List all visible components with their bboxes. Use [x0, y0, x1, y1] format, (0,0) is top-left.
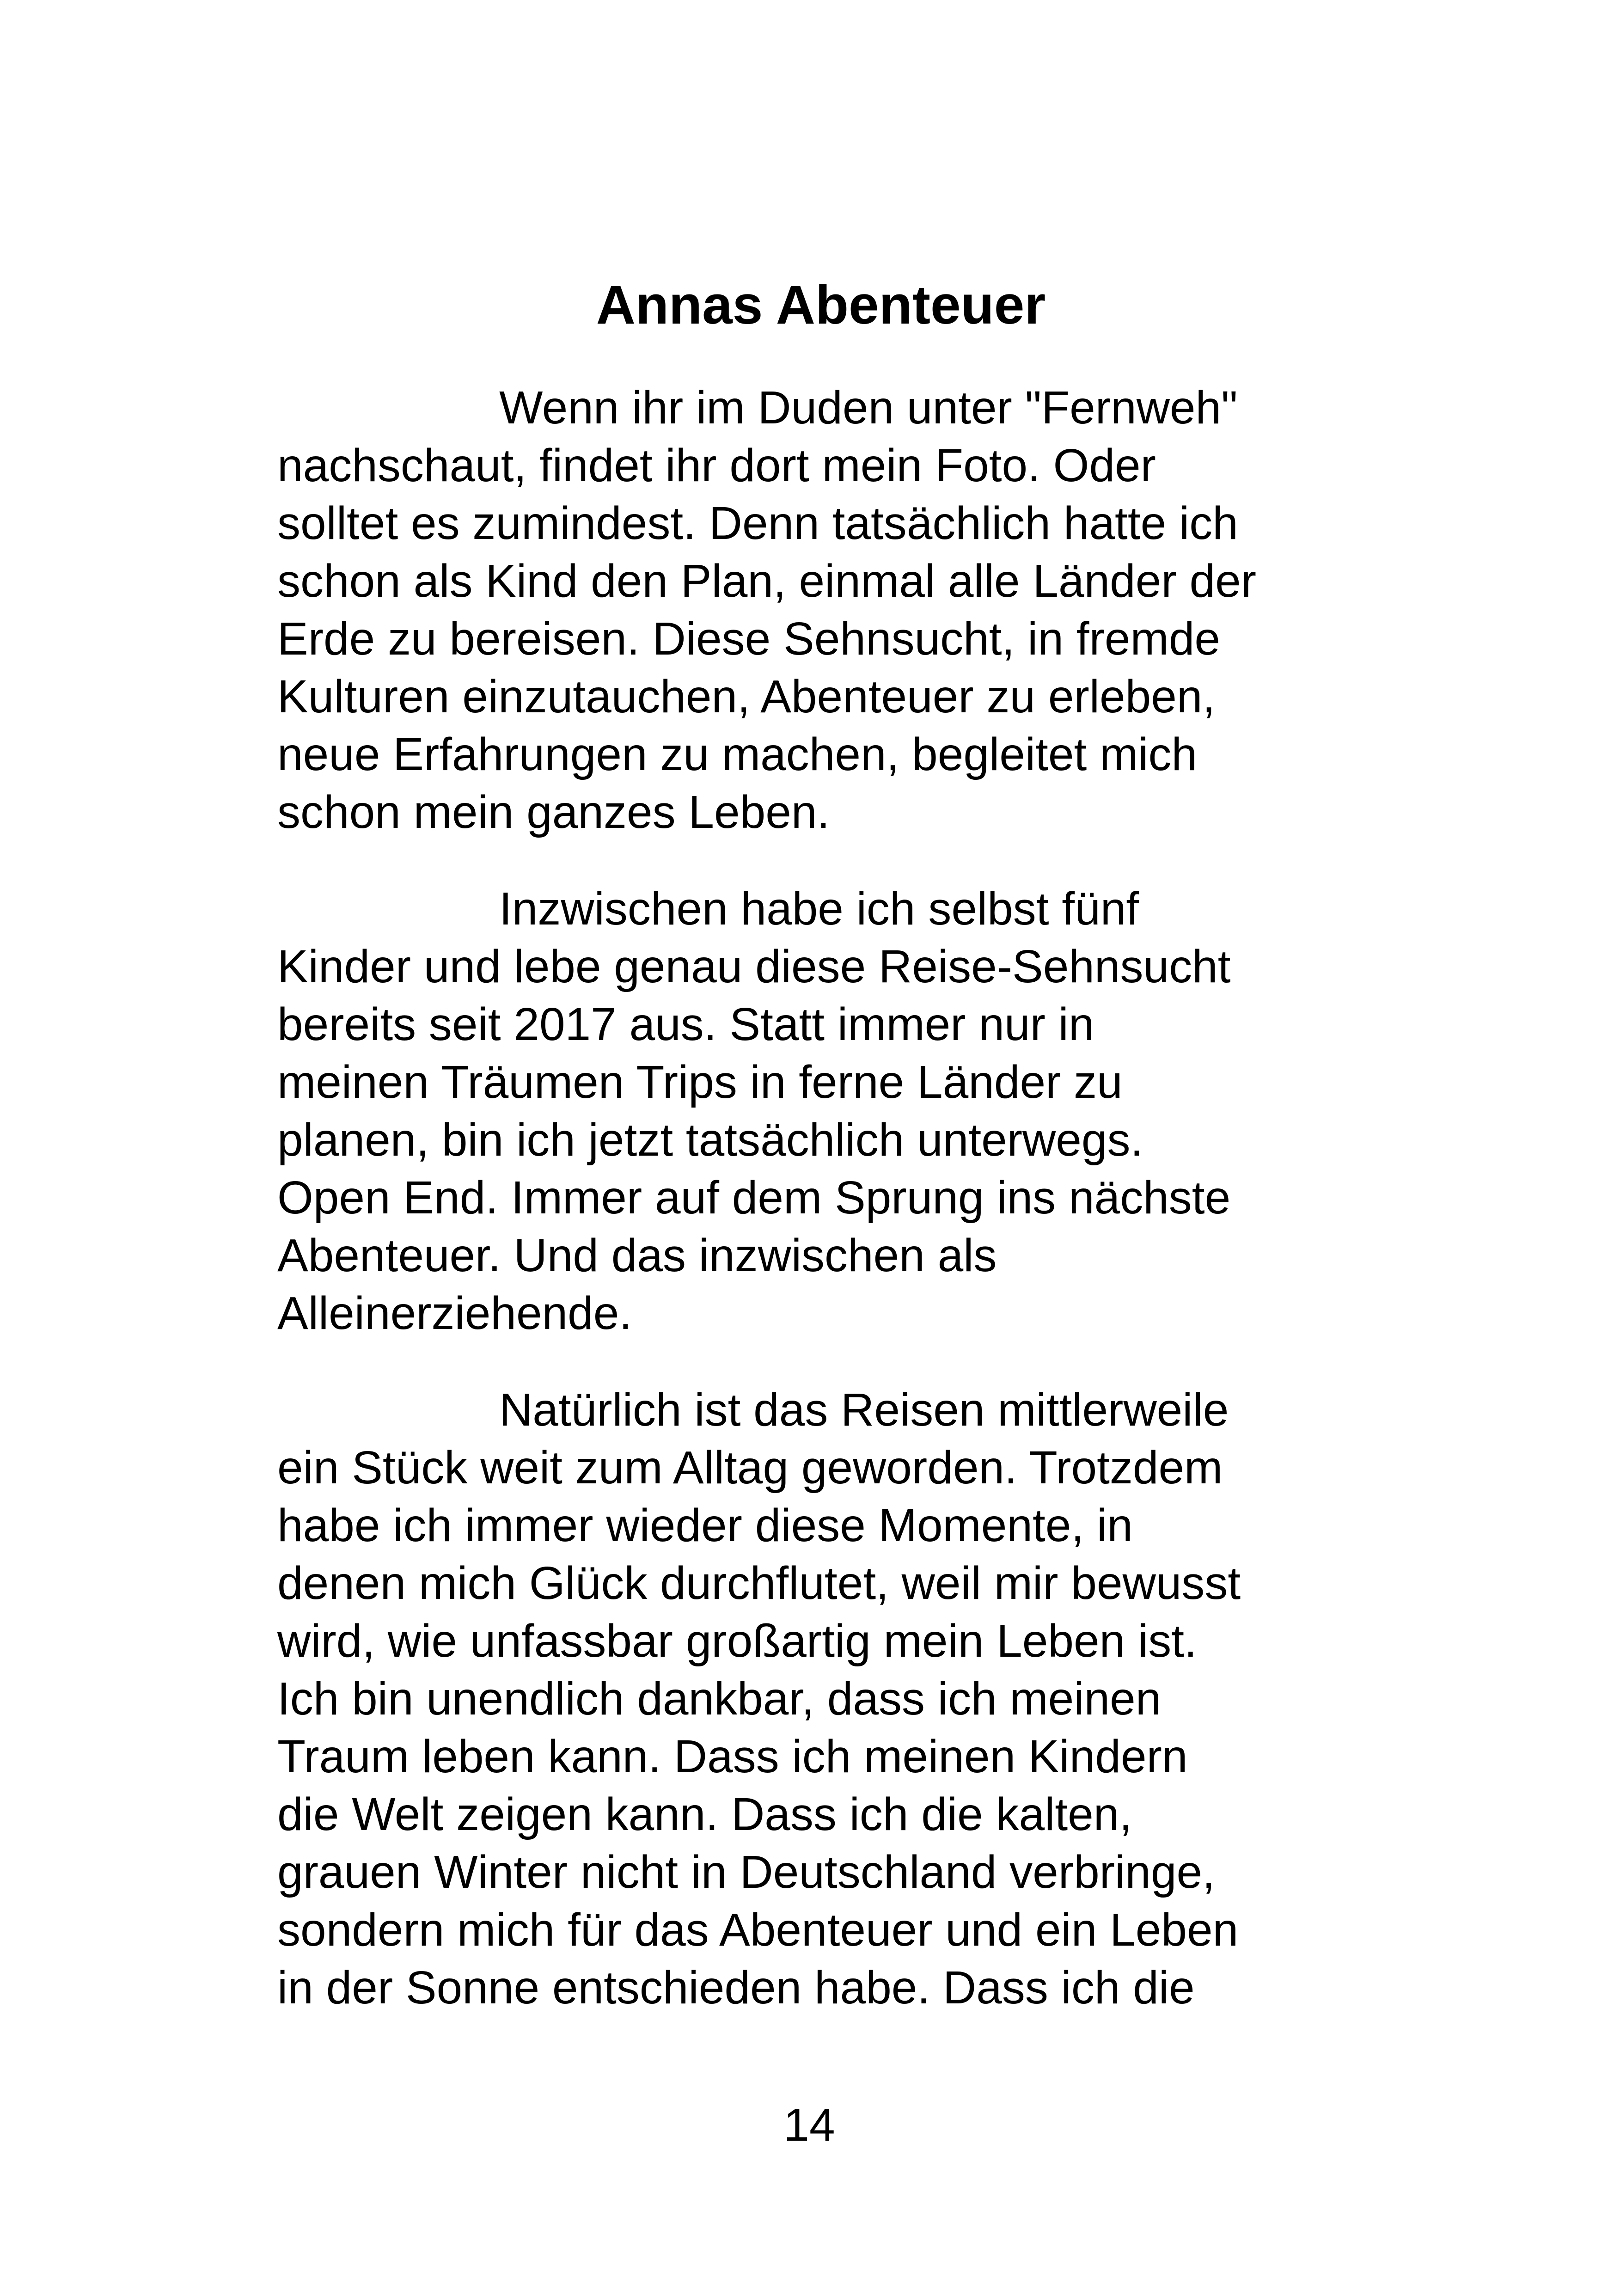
paragraph-2 — [277, 880, 1414, 1342]
text-line: grauen Winter nicht in Deutschland verbringe, — [277, 1846, 1215, 1898]
text-line: schon als Kind den Plan, einmal alle Länder der — [277, 555, 1257, 607]
text-line: denen mich Glück durchflutet, weil mir bewusst — [277, 1557, 1241, 1609]
text-line: Wenn ihr im Duden unter "Fernweh" — [499, 382, 1238, 434]
text-line: bereits seit 2017 aus. Statt immer nur in — [277, 998, 1094, 1050]
text-line: Inzwischen habe ich selbst fünf — [499, 883, 1139, 935]
text-line: sondern mich für das Abenteuer und ein Leben — [277, 1904, 1239, 1956]
chapter-title: Annas Abenteuer — [596, 275, 1046, 336]
text-line: in der Sonne entschieden habe. Dass ich die — [277, 1962, 1195, 2014]
text-line: Abenteuer. Und das inzwischen als — [277, 1230, 997, 1281]
text-line: Kinder und lebe genau diese Reise-Sehnsucht — [277, 941, 1231, 992]
text-line: solltet es zumindest. Denn tatsächlich hatte ich — [277, 497, 1238, 549]
text-line: habe ich immer wieder diese Momente, in — [277, 1500, 1133, 1551]
page-number: 14 — [783, 2099, 835, 2151]
text-line: Natürlich ist das Reisen mittlerweile — [499, 1384, 1229, 1436]
text-line: die Welt zeigen kann. Dass ich die kalten, — [277, 1788, 1132, 1840]
text-line: Ich bin unendlich dankbar, dass ich meinen — [277, 1673, 1162, 1725]
text-line: ein Stück weit zum Alltag geworden. Trotzdem — [277, 1442, 1223, 1494]
paragraph-3 — [277, 1381, 1414, 2017]
text-line: Kulturen einzutauchen, Abenteuer zu erleben, — [277, 671, 1216, 722]
text-line: Alleinerziehende. — [277, 1287, 632, 1339]
text-line: nachschaut, findet ihr dort mein Foto. Oder — [277, 440, 1156, 491]
body-text — [277, 379, 1414, 2017]
text-line: wird, wie unfassbar großartig mein Leben ist. — [277, 1615, 1197, 1667]
paragraph-1 — [277, 379, 1414, 841]
text-line: schon mein ganzes Leben. — [277, 786, 830, 838]
text-line: neue Erfahrungen zu machen, begleitet mich — [277, 729, 1198, 780]
text-line: meinen Träumen Trips in ferne Länder zu — [277, 1056, 1123, 1108]
text-line: Traum leben kann. Dass ich meinen Kindern — [277, 1731, 1188, 1782]
text-line: Erde zu bereisen. Diese Sehnsucht, in fremde — [277, 613, 1220, 665]
text-line: planen, bin ich jetzt tatsächlich unterwegs. — [277, 1114, 1143, 1166]
text-line: Open End. Immer auf dem Sprung ins nächste — [277, 1172, 1231, 1224]
